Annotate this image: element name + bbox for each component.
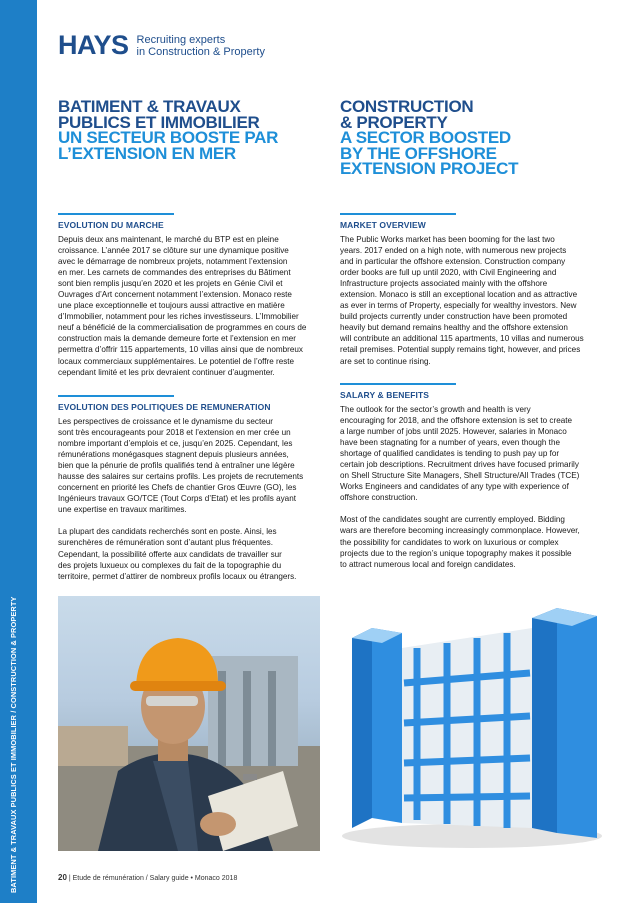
section-body-paragraph2: Most of the candidates sought are currently employed. Bidding wars are therefore becoming increasingly commonplace. However, the possibility for candidates to work on luxurious or complex projects due to the region’s unique topography makes it possible to attract numerous local and foreign candidates.	[340, 515, 580, 569]
french-subheading-line1: UN SECTEUR BOOSTE PAR	[58, 128, 279, 147]
section-rule	[340, 213, 456, 215]
french-column	[58, 99, 326, 161]
section-evolution-marche	[58, 213, 326, 378]
worker-illustration	[58, 596, 320, 851]
logo-tagline	[137, 34, 265, 58]
section-evolution-remuneration	[58, 395, 326, 582]
sidebar-band	[0, 0, 37, 903]
section-title: EVOLUTION DES POLITIQUES DE REMUNERATION	[58, 402, 271, 412]
french-heading	[58, 99, 326, 161]
logo-tagline-line1: Recruiting experts	[136, 33, 226, 46]
section-rule	[58, 395, 174, 397]
french-heading-line1: BATIMENT & TRAVAUX	[58, 97, 241, 116]
logo-brand: HAYS	[58, 30, 129, 60]
section-title: SALARY & BENEFITS	[340, 390, 430, 400]
section-body-paragraph1: Les perspectives de croissance et le dynamisme du secteur sont très encourageants pour 2018 et l’extension en mer crée un nombre important d’emplois et ce, jusqu’en 2025. Cependant, les rémunérations monégasques stagnent depuis plusieurs années, bien que la pénurie de profils qualifiés tend à entraîner une légère hausse des salaires sur certains profils. Les projets de recrutements concernent en priorité les Chefs de chantier Gros Œuvre (GO), les Ingénieurs travaux GO/TCE (Tout Corps d’Etat) et les profils ayant une expertise en travaux maritimes.	[58, 417, 304, 515]
construction-worker-photo	[58, 596, 320, 851]
section-rule	[340, 383, 456, 385]
section-market-overview	[340, 213, 618, 367]
english-heading	[340, 99, 616, 177]
section-title: MARKET OVERVIEW	[340, 220, 426, 230]
section-body: Depuis deux ans maintenant, le marché du BTP est en pleine croissance. L’année 2017 se clôture sur une dynamique positive avec le démarrage de nombreux projets, notamment l’extension en mer. Les carnets de commandes des entreprises du Bâtiment sont bien remplis jusqu’en 2020 et les projets en Génie Civil et Ouvrages d’Art concernent notamment l’extension. Monaco reste une place exceptionnelle et toujours aussi attractive en matière d’Immobilier, notamment pour les riches investisseurs. L’Immobilier neuf a bénéficié de la commercialisation de programmes en cours de construction mais la demande demeure forte et l’extension en mer permettra d’offrir 115 appartements, 10 villas ainsi que de nombreux locaux commerciaux supplémentaires. Le potentiel de l’offre reste cependant limité et les prix devraient continuer d’augmenter.	[58, 235, 307, 377]
english-heading-line2: & PROPERTY	[340, 112, 448, 132]
section-title: EVOLUTION DU MARCHE	[58, 220, 164, 230]
blue-structure-illustration	[332, 588, 622, 850]
english-subheading-line2: BY THE OFFSHORE	[340, 143, 497, 163]
english-subheading-line3: EXTENSION PROJECT	[340, 159, 519, 178]
section-body-paragraph1: The outlook for the sector’s growth and health is very encouraging for 2018, and the offshore extension is set to create a large number of jobs until 2025. However, salaries in Monaco have been stagnating for a number of years, even though the shortage of qualified candidates is tending to push pay up for certain job descriptions. Recruitment drives have focused primarily on Shell Structure Site Managers, Shell Structure/All Trades (TCE) Works Engineers and candidates of any type with experience of offshore construction.	[340, 405, 580, 503]
french-heading-line2: PUBLICS ET IMMOBILIER	[58, 112, 260, 132]
section-body: The Public Works market has been booming for the last two years. 2017 ended on a high note, with numerous new projects and in particular the offshore extension. Construction company order books are full up until 2020, with Civil Engineering and Infrastructure projects associated mainly with the offshore extension. Monaco is still an exceptional location and as attractive as ever in terms of Property, especially for wealthy investors. New build projects currently under construction have been promoted heavily but demand remains healthy and the offshore extension will contribute an additional 115 apartments, 10 villas and numerous retail premises. Potential supply remains tight, however, and prices are set to continue rising.	[340, 235, 584, 366]
footer-text: | Etude de rémunération / Salary guide • Monaco 2018	[68, 875, 238, 882]
english-column	[340, 99, 616, 177]
hays-logo	[58, 32, 265, 59]
section-body-paragraph2: La plupart des candidats recherchés sont en poste. Ainsi, les surenchères de rémunération sont d’autant plus fréquentes. Cependant, la possibilité offerte aux candidats de travailler sur des projets luxueux ou complexes du fait de la topographie du territoire, permet d’attirer de nombreux profils locaux ou étrangers.	[58, 527, 297, 581]
architectural-letters-illustration	[332, 588, 622, 850]
english-heading-line1: CONSTRUCTION	[340, 97, 474, 116]
english-subheading-line1: A SECTOR BOOSTED	[340, 128, 511, 147]
page-footer	[58, 873, 237, 882]
section-rule	[58, 213, 174, 215]
section-salary-benefits	[340, 383, 618, 570]
sidebar-vertical-title: BATIMENT & TRAVAUX PUBLICS ET IMMOBILIER / CONSTRUCTION & PROPERTY	[9, 596, 18, 893]
french-subheading-line2: L’EXTENSION EN MER	[58, 143, 236, 163]
page-number: 20	[58, 873, 67, 882]
logo-tagline-line2: in Construction & Property	[136, 45, 265, 58]
